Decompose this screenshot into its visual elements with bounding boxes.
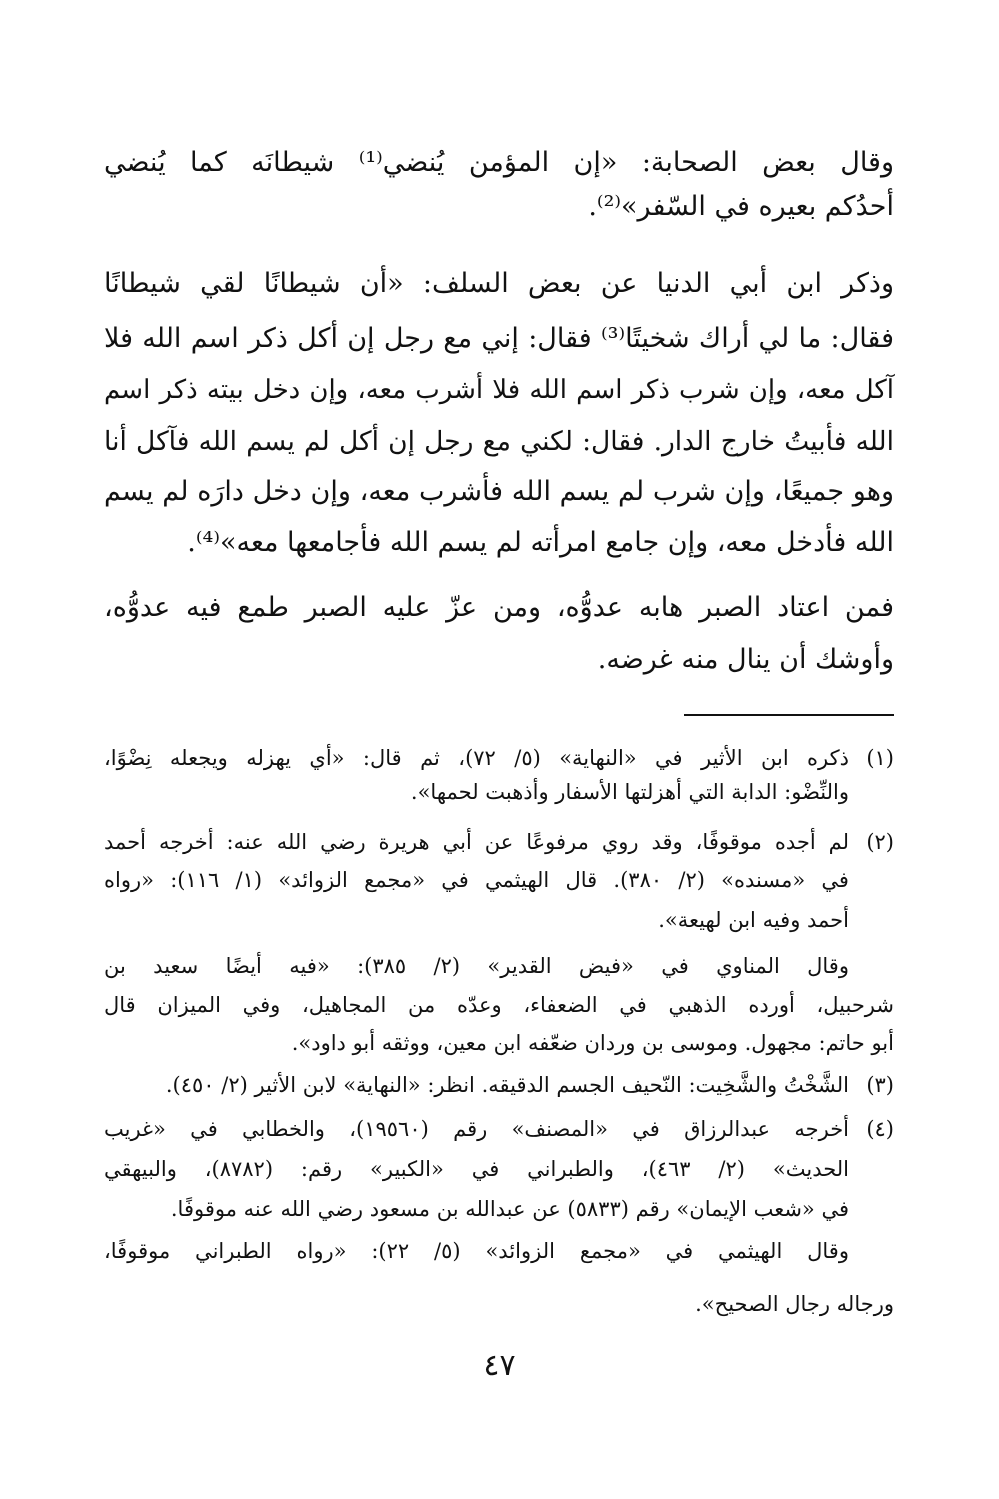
- footnote-line: والنِّضْو: الدابة التي أهزلتها الأسفار وأذهبت لحمها».: [410, 780, 849, 804]
- footnote-line: شرحبيل، أورده الذهبي في الضعفاء، وعدّه من المجاهيل، وفي الميزان قال: [104, 993, 894, 1017]
- footnote-line: أخرجه عبدالرزاق في «المصنف» رقم (١٩٥٦٠)، والخطابي في «غريب: [104, 1117, 850, 1141]
- footnote-line: أبو حاتم: مجهول. وموسى بن وردان ضعّفه ابن معين، ووثقه أبو داود».: [291, 1031, 894, 1055]
- body-line: آكل معه، وإن شرب ذكر اسم الله فلا أشرب معه، وإن دخل بيته ذكر اسم: [104, 375, 894, 405]
- footnote-line: الحديث» (٢/ ٤٦٣)، والطبراني في «الكبير» رقم: (٨٧٨٢)، والبيهقي: [104, 1157, 849, 1181]
- footnote-line: لم أجده موقوفًا، وقد روي مرفوعًا عن أبي هريرة رضي الله عنه: أخرجه أحمد: [104, 830, 849, 854]
- footnote-line: في «مسنده» (٢/ ٣٨٠). قال الهيثمي في «مجمع الزوائد» (١/ ١١٦): «رواه: [104, 868, 849, 892]
- footnote-number: (٣): [866, 1073, 894, 1097]
- body-line: وذكر ابن أبي الدنيا عن بعض السلف: «أن شيطانًا لقي شيطانًا: [104, 268, 894, 299]
- footnote-line: وقال المناوي في «فيض القدير» (٢/ ٣٨٥): «فيه أيضًا سعيد بن: [104, 954, 849, 978]
- body-line: وهو جميعًا، وإن شرب لم يسم الله فأشرب معه، وإن دخل دارَه لم يسم: [104, 476, 894, 507]
- body-line: وأوشك أن ينال منه غرضه.: [597, 644, 894, 675]
- footnote-line: وقال الهيثمي في «مجمع الزوائد» (٥/ ٢٢): «رواه الطبراني موقوفًا،: [104, 1239, 849, 1263]
- footnote-line: أحمد وفيه ابن لهيعة».: [658, 908, 849, 932]
- body-line: وقال بعض الصحابة: «إن المؤمن يُنضي⁽¹⁾ شيطانَه كما يُنضي: [104, 147, 894, 178]
- body-line: فقال: ما لي أراك شخيتًا⁽³⁾ فقال: إني مع رجل إن أكل ذكر اسم الله فلا: [104, 323, 894, 354]
- body-line: أحدُكم بعيره في السّفر»⁽²⁾.: [588, 191, 894, 222]
- footnote-number: (٢): [866, 830, 894, 854]
- footnote-line: في «شعب الإيمان» رقم (٥٨٣٣) عن عبدالله بن مسعود رضي الله عنه موقوفًا.: [170, 1197, 849, 1221]
- body-line: الله فأبيتُ خارج الدار. فقال: لكني مع رجل إن أكل لم يسم الله فآكل أنا: [104, 426, 894, 457]
- footnote-separator: [684, 714, 894, 716]
- body-line: الله فأدخل معه، وإن جامع امرأته لم يسم الله فأجامعها معه»⁽⁴⁾.: [187, 527, 894, 558]
- footnote-line: ورجاله رجال الصحيح».: [695, 1292, 894, 1316]
- body-line: فمن اعتاد الصبر هابه عدوُّه، ومن عزّ عليه الصبر طمع فيه عدوُّه،: [104, 592, 894, 623]
- footnote-line: الشَّخْتُ والشَّخِيت: النّحيف الجسم الدقيقه. انظر: «النهاية» لابن الأثير (٢/ ٤٥٠).: [165, 1073, 849, 1097]
- footnote-number: (١): [866, 746, 894, 770]
- footnote-number: (٤): [866, 1117, 894, 1141]
- footnote-line: ذكره ابن الأثير في «النهاية» (٥/ ٧٢)، ثم قال: «أي يهزله ويجعله نِضْوًا،: [104, 746, 849, 770]
- page-number: ٤٧: [483, 1348, 516, 1383]
